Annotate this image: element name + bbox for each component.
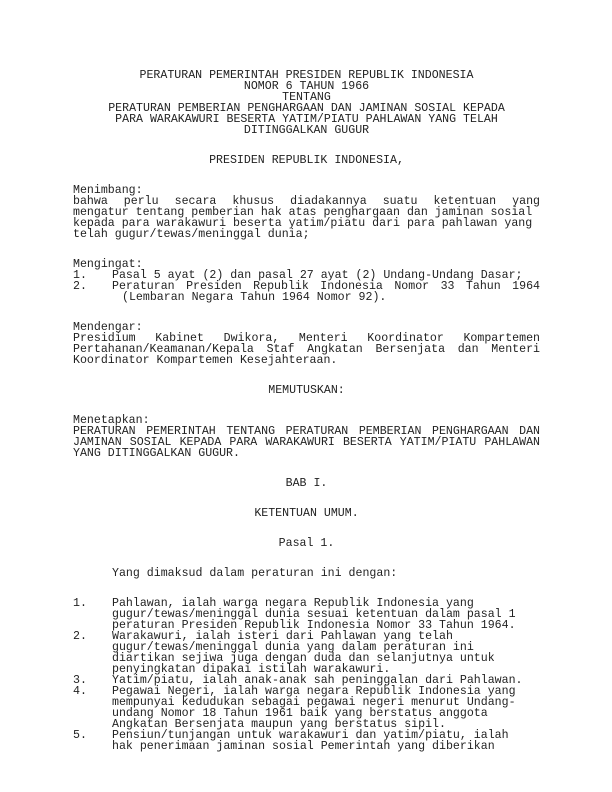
mendengar-section (73, 322, 540, 366)
item-line: Angkatan Bersenjata maupun yang berstatus sipil. (112, 718, 446, 731)
article-heading: Pasal 1. (278, 537, 335, 550)
item-line: penyingkatan dipakai istilah warakawuri. (112, 663, 391, 676)
item-line: Pasal 5 ayat (2) dan pasal 27 ayat (2) Undang-Undang Dasar; (112, 269, 523, 282)
title-subject: PARA WARAKAWURI BESERTA YATIM/PIATU PAHLAWAN YANG TELAH (115, 113, 498, 126)
item-number: 4. (73, 685, 87, 698)
paragraph-line: YANG DITINGGALKAN GUGUR. (73, 447, 240, 460)
item-line: gugur/tewas/meninggal dunia yang dalam peraturan ini (112, 641, 474, 654)
section-label: Menimbang: (73, 184, 143, 197)
paragraph-line: Presidium Kabinet Dwikora, Menteri Koordinator Kompartemen (73, 332, 540, 345)
title-subject: PERATURAN PEMBERIAN PENGHARGAAN DAN JAMINAN SOSIAL KEPADA (108, 102, 505, 115)
title-number: NOMOR 6 TAHUN 1966 (243, 80, 370, 93)
item-line: Yatim/piatu, ialah anak-anak sah peninggalan dari Pahlawan. (112, 674, 523, 687)
paragraph-line: PERATURAN PEMERINTAH TENTANG PERATURAN PEMBERIAN PENGHARGAAN DAN (73, 425, 540, 438)
chapter-title: KETENTUAN UMUM. (254, 507, 359, 520)
section-label: Mengingat: (73, 258, 143, 271)
item-line: Pegawai Negeri, ialah warga negara Republik Indonesia yang (112, 685, 516, 698)
menetapkan-section (73, 415, 540, 459)
title-tentang: TENTANG (282, 91, 331, 104)
item-line: peraturan Presiden Republik Indonesia Nomor 33 Tahun 1964. (112, 619, 516, 632)
item-line: Pahlawan, ialah warga negara Republik Indonesia yang (112, 597, 474, 610)
paragraph-line: mengatur tentang pemberian hak atas penghargaan dan jaminan sosial (73, 206, 533, 219)
article-intro: Yang dimaksud dalam peraturan ini dengan: (112, 567, 398, 580)
section-label: Menetapkan: (73, 414, 150, 427)
mengingat-section (73, 259, 540, 303)
chapter-heading: BAB I. (285, 477, 328, 490)
section-label: Mendengar: (73, 321, 143, 334)
paragraph-line: JAMINAN SOSIAL KEPADA PARA WARAKAWURI BESERTA YATIM/PIATU PAHLAWAN (73, 436, 540, 449)
paragraph-line: bahwa perlu secara khusus diadakannya suatu ketentuan yang (73, 195, 540, 208)
item-line: Warakawuri, ialah isteri dari Pahlawan yang telah (112, 630, 453, 643)
definitions-list (73, 598, 540, 752)
item-line: Pensiun/tunjangan untuk warakawuri dan yatim/piatu, ialah (112, 729, 509, 742)
list-item (73, 686, 540, 730)
paragraph-line: kepada para warakawuri beserta yatim/piatu dari para pahlawan yang (73, 217, 533, 230)
item-line: diartikan sejiwa juga dengan duda dan selanjutnya untuk (112, 652, 495, 665)
title-subject: DITINGGALKAN GUGUR (243, 124, 370, 137)
item-number: 2. (73, 630, 87, 643)
president-heading: PRESIDEN REPUBLIK INDONESIA, (209, 154, 404, 167)
item-line: hak penerimaan jaminan sosial Pemerintah yang diberikan (112, 740, 495, 753)
list-item (73, 281, 540, 303)
item-number: 2. (73, 280, 87, 293)
document-page (73, 70, 540, 752)
list-item (73, 631, 540, 675)
item-line: undang Nomor 18 Tahun 1961 baik yang berstatus anggota (112, 707, 488, 720)
item-line: gugur/tewas/meninggal dunia sesuai ketentuan dalam pasal 1 (112, 608, 516, 621)
document-title (73, 70, 540, 136)
item-line: mempunyai kedudukan sebagai pegawai negeri menurut Undang- (112, 696, 516, 709)
list-item (73, 730, 540, 752)
title-line: PERATURAN PEMERINTAH PRESIDEN REPUBLIK INDONESIA (139, 69, 474, 82)
item-line: Peraturan Presiden Republik Indonesia Nomor 33 Tahun 1964 (112, 280, 540, 293)
item-line: (Lembaran Negara Tahun 1964 Nomor 92). (122, 291, 387, 304)
paragraph-line: Pertahanan/Keamanan/Kepala Staf Angkatan Bersenjata dan Menteri (73, 343, 540, 356)
item-number: 3. (73, 674, 87, 687)
item-number: 1. (73, 597, 87, 610)
paragraph-line: telah gugur/tewas/meninggal dunia; (73, 228, 310, 241)
list-item (73, 598, 540, 631)
item-number: 5. (73, 729, 87, 742)
paragraph-line: Koordinator Kompartemen Kesejahteraan. (73, 354, 338, 367)
menimbang-section (73, 185, 540, 240)
memutuskan-heading: MEMUTUSKAN: (268, 384, 345, 397)
item-number: 1. (73, 269, 87, 282)
